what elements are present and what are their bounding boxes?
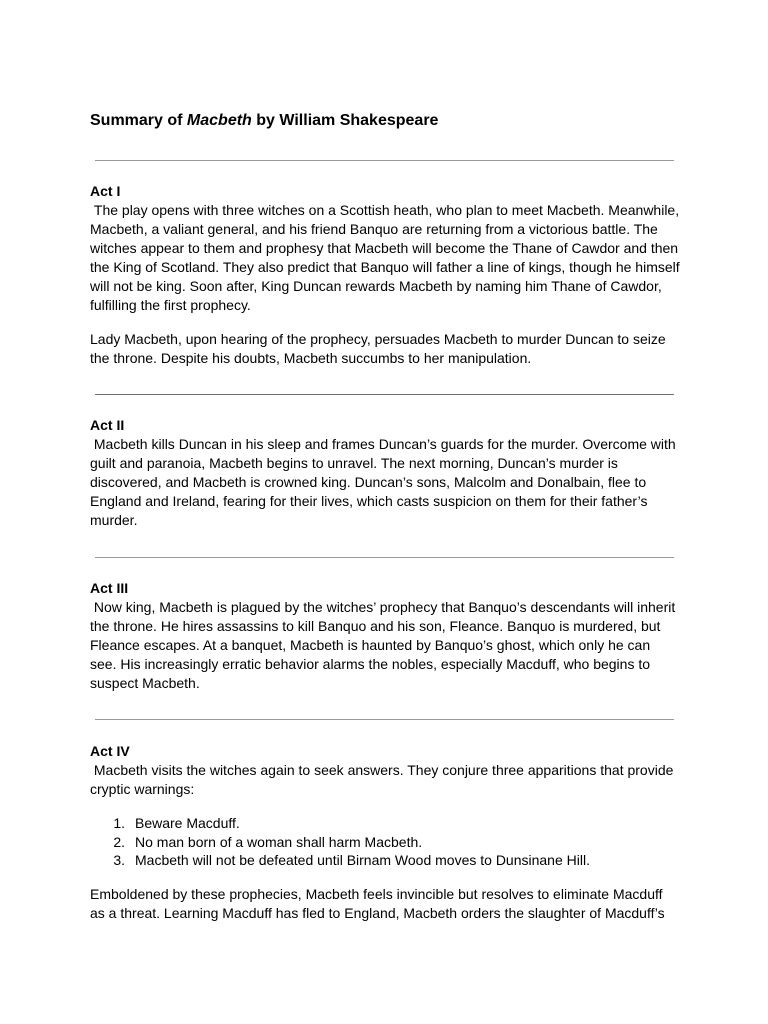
list-item <box>90 814 680 833</box>
title-prefix: Summary of <box>90 112 187 129</box>
list-item-text: Macbeth will not be defeated until Birnam Wood moves to Dunsinane Hill. <box>135 852 590 868</box>
title-suffix: by William Shakespeare <box>251 112 439 129</box>
list-item-number: 2. <box>113 833 125 850</box>
act-3-heading: Act III <box>90 580 129 596</box>
act-2-section <box>90 416 680 530</box>
act-4-heading: Act IV <box>90 743 130 759</box>
act-4-section <box>90 742 680 923</box>
list-item-number: 3. <box>113 852 125 868</box>
divider-3 <box>95 557 674 558</box>
act-2-paragraph-1: Macbeth kills Duncan in his sleep and frames Duncan’s guards for the murder. Overcome with guilt and paranoia, Macbeth begins to unravel. The next morning, Duncan’s murder is discovered, and Macbeth is crowned king. Duncan’s sons, Malcolm and Donalbain, flee to England and Ireland, fearing for their lives, which casts suspicion on them for their father’s murder. <box>90 436 680 528</box>
divider-2 <box>95 394 674 395</box>
divider-1 <box>95 160 674 161</box>
act-3-paragraph-1: Now king, Macbeth is plagued by the witches’ prophecy that Banquo’s descendants will inherit the throne. He hires assassins to kill Banquo and his son, Fleance. Banquo is murdered, but Fleance escapes. At a banquet, Macbeth is haunted by Banquo’s ghost, which only he can see. His increasingly erratic behavior alarms the nobles, especially Macduff, who begins to suspect Macbeth. <box>90 599 680 691</box>
list-item-text: Beware Macduff. <box>135 815 240 831</box>
list-item-text: No man born of a woman shall harm Macbeth. <box>135 833 423 850</box>
act-1-paragraph-2: Lady Macbeth, upon hearing of the prophecy, persuades Macbeth to murder Duncan to seize the throne. Despite his doubts, Macbeth succumbs to her manipulation. <box>90 331 666 366</box>
act-4-paragraph-2: Emboldened by these prophecies, Macbeth feels invincible but resolves to eliminate Macduff as a threat. Learning Macduff has fled to England, Macbeth orders the slaughter of Macduff’s <box>90 885 665 921</box>
list-item <box>90 851 680 870</box>
apparitions-list <box>90 814 680 870</box>
title-italic: Macbeth <box>186 112 252 129</box>
act-1-paragraph-1: The play opens with three witches on a Scottish heath, who plan to meet Macbeth. Meanwhile, Macbeth, a valiant general, and his friend Banquo are returning from a victorious battle. The witches appear to them and prophesy that Macbeth will become the Thane of Cawdor and then the King of Scotland. They also predict that Banquo will father a line of kings, though he himself will not be king. Soon after, King Duncan rewards Macbeth by naming him Thane of Cawdor, fulfilling the first prophecy. <box>90 202 684 313</box>
page-title <box>90 111 438 131</box>
act-1-section <box>90 182 684 368</box>
list-item-number: 1. <box>113 815 125 831</box>
act-4-paragraph-1: Macbeth visits the witches again to seek answers. They conjure three apparitions that provide cryptic warnings: <box>90 762 678 797</box>
act-3-section <box>90 579 680 693</box>
act-2-heading: Act II <box>90 417 125 433</box>
divider-4 <box>95 719 674 720</box>
act-1-heading: Act I <box>90 183 121 199</box>
list-item <box>90 833 680 852</box>
